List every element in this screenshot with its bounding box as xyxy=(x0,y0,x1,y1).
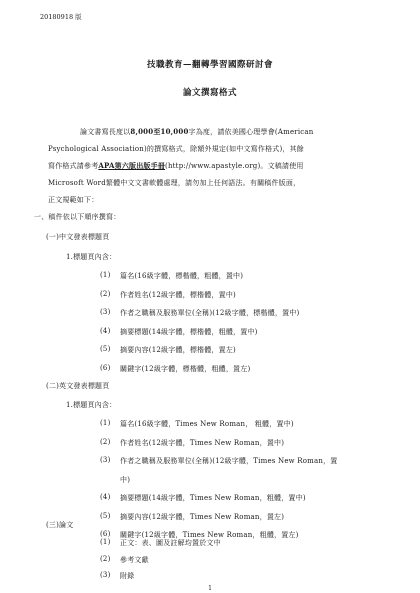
list-item-number: (3) xyxy=(100,456,111,464)
section-b-heading: (二)英文發表標題頁 xyxy=(46,382,110,390)
list-item-number: (6) xyxy=(100,363,111,372)
list-item: 作者姓名(12級字體，標楷體，置中) xyxy=(120,290,236,299)
list-item: 作者之職稱及服務單位(全稱)(12級字體，標楷體，置中) xyxy=(120,309,300,317)
intro-line-2: Psychological Association)的撰寫格式，除額外規定(如中文寫作格式)，其餘 xyxy=(48,145,304,153)
length-min: 8,000 xyxy=(130,127,154,136)
apa-manual-reference: APA第六版出版手冊 xyxy=(98,161,166,170)
length-max: 10,000 xyxy=(160,127,189,136)
list-item: 附錄 xyxy=(120,572,135,580)
intro-line-5: 正文規範如下： xyxy=(48,196,99,204)
section-a-heading: (一)中文發表標題頁 xyxy=(46,233,110,241)
intro-text: 論文書寫長度以 xyxy=(80,128,131,136)
list-item: 關鍵字(12級字體，Times New Roman，粗體，置左) xyxy=(120,531,299,539)
section-b-subheading: 1.標題頁內含： xyxy=(66,401,117,409)
list-item-number: (5) xyxy=(100,511,111,520)
section-c-heading: (三)論文 xyxy=(46,521,74,529)
section-heading-1: 一、稿件依以下順序撰寫： xyxy=(34,213,121,221)
list-item-number: (4) xyxy=(100,493,111,501)
intro-line-4: Microsoft Word繁體中文文書軟體處理，請勿加上任何語法。有關稿件版面， xyxy=(48,179,301,187)
list-item-number: (2) xyxy=(100,289,111,298)
intro-text: 寫作格式請參考 xyxy=(48,162,99,170)
list-item-number: (3) xyxy=(100,571,111,579)
list-item: 作者之職稱及服務單位(全稱)(12級字體，Times New Roman，置 xyxy=(120,457,338,465)
list-item: 摘要內容(12級字體，Times New Roman，置左) xyxy=(120,512,285,521)
conference-title: 技職教育—翻轉學習國際研討會 xyxy=(146,60,273,70)
intro-line-3 xyxy=(48,161,304,171)
list-item: 摘要標題(14級字體，Times New Roman，粗體，置中) xyxy=(120,494,306,502)
list-item: 參考文獻 xyxy=(120,556,149,564)
list-item-number: (1) xyxy=(100,538,111,546)
page-number: 1 xyxy=(208,585,212,592)
intro-text: 至 xyxy=(153,127,161,136)
document-subtitle: 論文撰寫格式 xyxy=(182,88,237,98)
list-item-number: (5) xyxy=(100,345,111,353)
list-item-number: (3) xyxy=(100,308,111,316)
version-date: 20180918 版 xyxy=(40,13,82,21)
apa-url: (http://www.apastyle.org)。文稿請使用 xyxy=(165,162,304,170)
intro-line-1 xyxy=(80,127,313,137)
list-item-number: (1) xyxy=(100,271,111,279)
list-item-continuation: 中) xyxy=(120,475,131,484)
list-item: 關鍵字(12級字體，標楷體，粗體，置左) xyxy=(120,364,251,373)
list-item: 摘要標題(14級字體，標楷體，粗體，置中) xyxy=(120,327,258,336)
list-item-number: (2) xyxy=(100,437,111,446)
list-item-number: (4) xyxy=(100,326,111,335)
list-item-number: (2) xyxy=(100,555,111,563)
intro-text: 字為度，請依美國心理學會(American xyxy=(188,128,314,136)
list-item: 作者姓名(12級字體，Times New Roman，置中) xyxy=(120,438,285,447)
list-item: 篇名(16級字體，標楷體，粗體，置中) xyxy=(120,272,244,280)
section-a-subheading: 1.標題頁內含： xyxy=(66,253,117,261)
list-item: 篇名(16級字體，Times New Roman， 粗體，置中) xyxy=(120,420,294,428)
list-item: 正文：表、圖及註解均置於文中 xyxy=(120,539,221,547)
list-item: 摘要內容(12級字體，標楷體，置左) xyxy=(120,346,236,354)
list-item-number: (6) xyxy=(100,530,111,538)
list-item-number: (1) xyxy=(100,419,111,427)
